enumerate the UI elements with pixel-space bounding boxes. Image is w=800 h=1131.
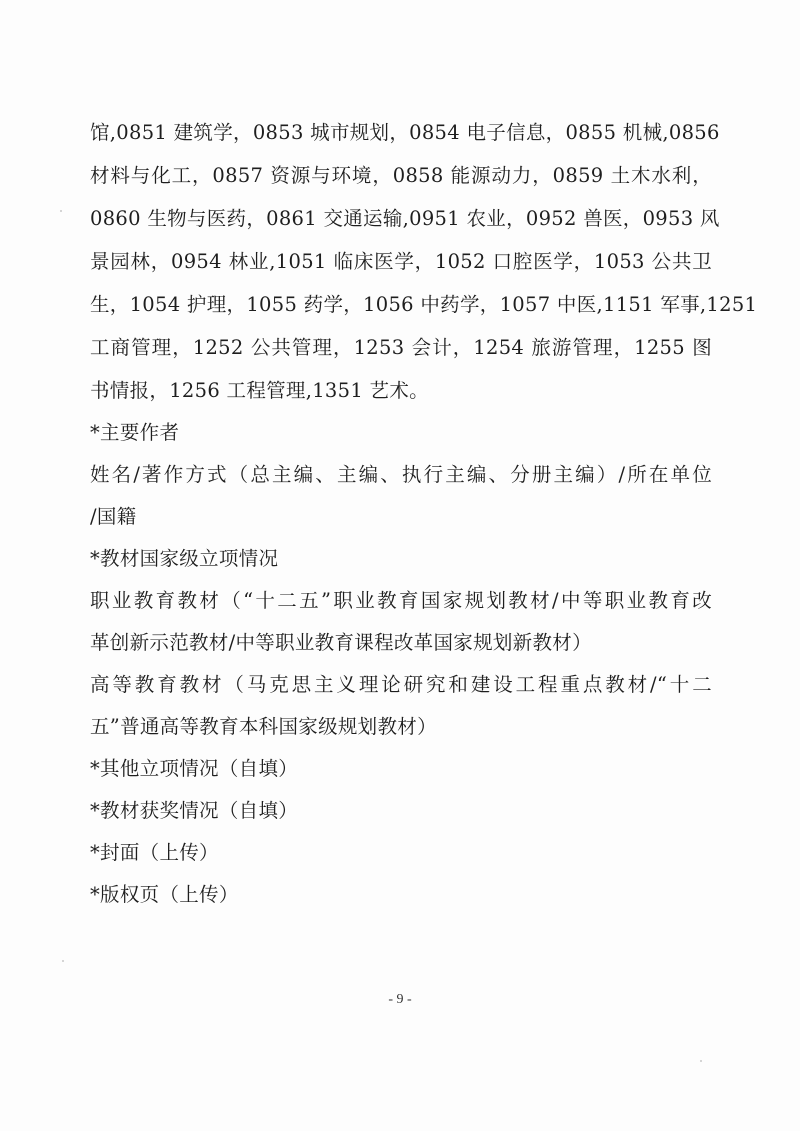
vocational-education-line-1: 职业教育教材（“十二五”职业教育国家规划教材/中等职业教育改 xyxy=(90,589,712,612)
page-number: - 9 - xyxy=(388,992,412,1007)
higher-education-line-1: 高等教育教材（马克思主义理论研究和建设工程重点教材/“十二 xyxy=(90,673,712,696)
body-line-4: 景园林，0954 林业,1051 临床医学，1052 口腔医学，1053 公共卫 xyxy=(90,250,712,273)
body-line-6: 工商管理，1252 公共管理，1253 会计，1254 旅游管理，1255 图 xyxy=(90,336,712,359)
cover-heading: *封面（上传） xyxy=(90,841,219,864)
body-line-5: 生，1054 护理，1055 药学，1056 中药学，1057 中医,1151 军事,1251 xyxy=(90,293,758,316)
vocational-education-line-2: 革创新示范教材/中等职业教育课程改革国家规划新教材） xyxy=(90,631,592,654)
body-line-1: 馆,0851 建筑学，0853 城市规划，0854 电子信息，0855 机械,0856 xyxy=(90,121,720,144)
scan-speck xyxy=(60,210,62,212)
higher-education-line-2: 五”普通高等教育本科国家级规划教材） xyxy=(90,715,437,738)
scan-speck xyxy=(62,960,64,962)
authors-format-line-2: /国籍 xyxy=(90,505,137,528)
other-projects-heading: *其他立项情况（自填） xyxy=(90,757,299,780)
authors-heading: *主要作者 xyxy=(90,421,180,444)
body-line-2: 材料与化工，0857 资源与环境，0858 能源动力，0859 土木水利， xyxy=(90,164,712,187)
national-project-heading: *教材国家级立项情况 xyxy=(90,547,279,570)
copyright-page-heading: *版权页（上传） xyxy=(90,883,239,906)
authors-format-line-1: 姓名/著作方式（总主编、主编、执行主编、分册主编）/所在单位 xyxy=(90,463,712,486)
scan-speck xyxy=(700,1060,702,1062)
body-line-3: 0860 生物与医药，0861 交通运输,0951 农业，0952 兽医，0953 风 xyxy=(90,207,720,230)
body-line-7: 书情报，1256 工程管理,1351 艺术。 xyxy=(90,379,429,402)
awards-heading: *教材获奖情况（自填） xyxy=(90,799,299,822)
